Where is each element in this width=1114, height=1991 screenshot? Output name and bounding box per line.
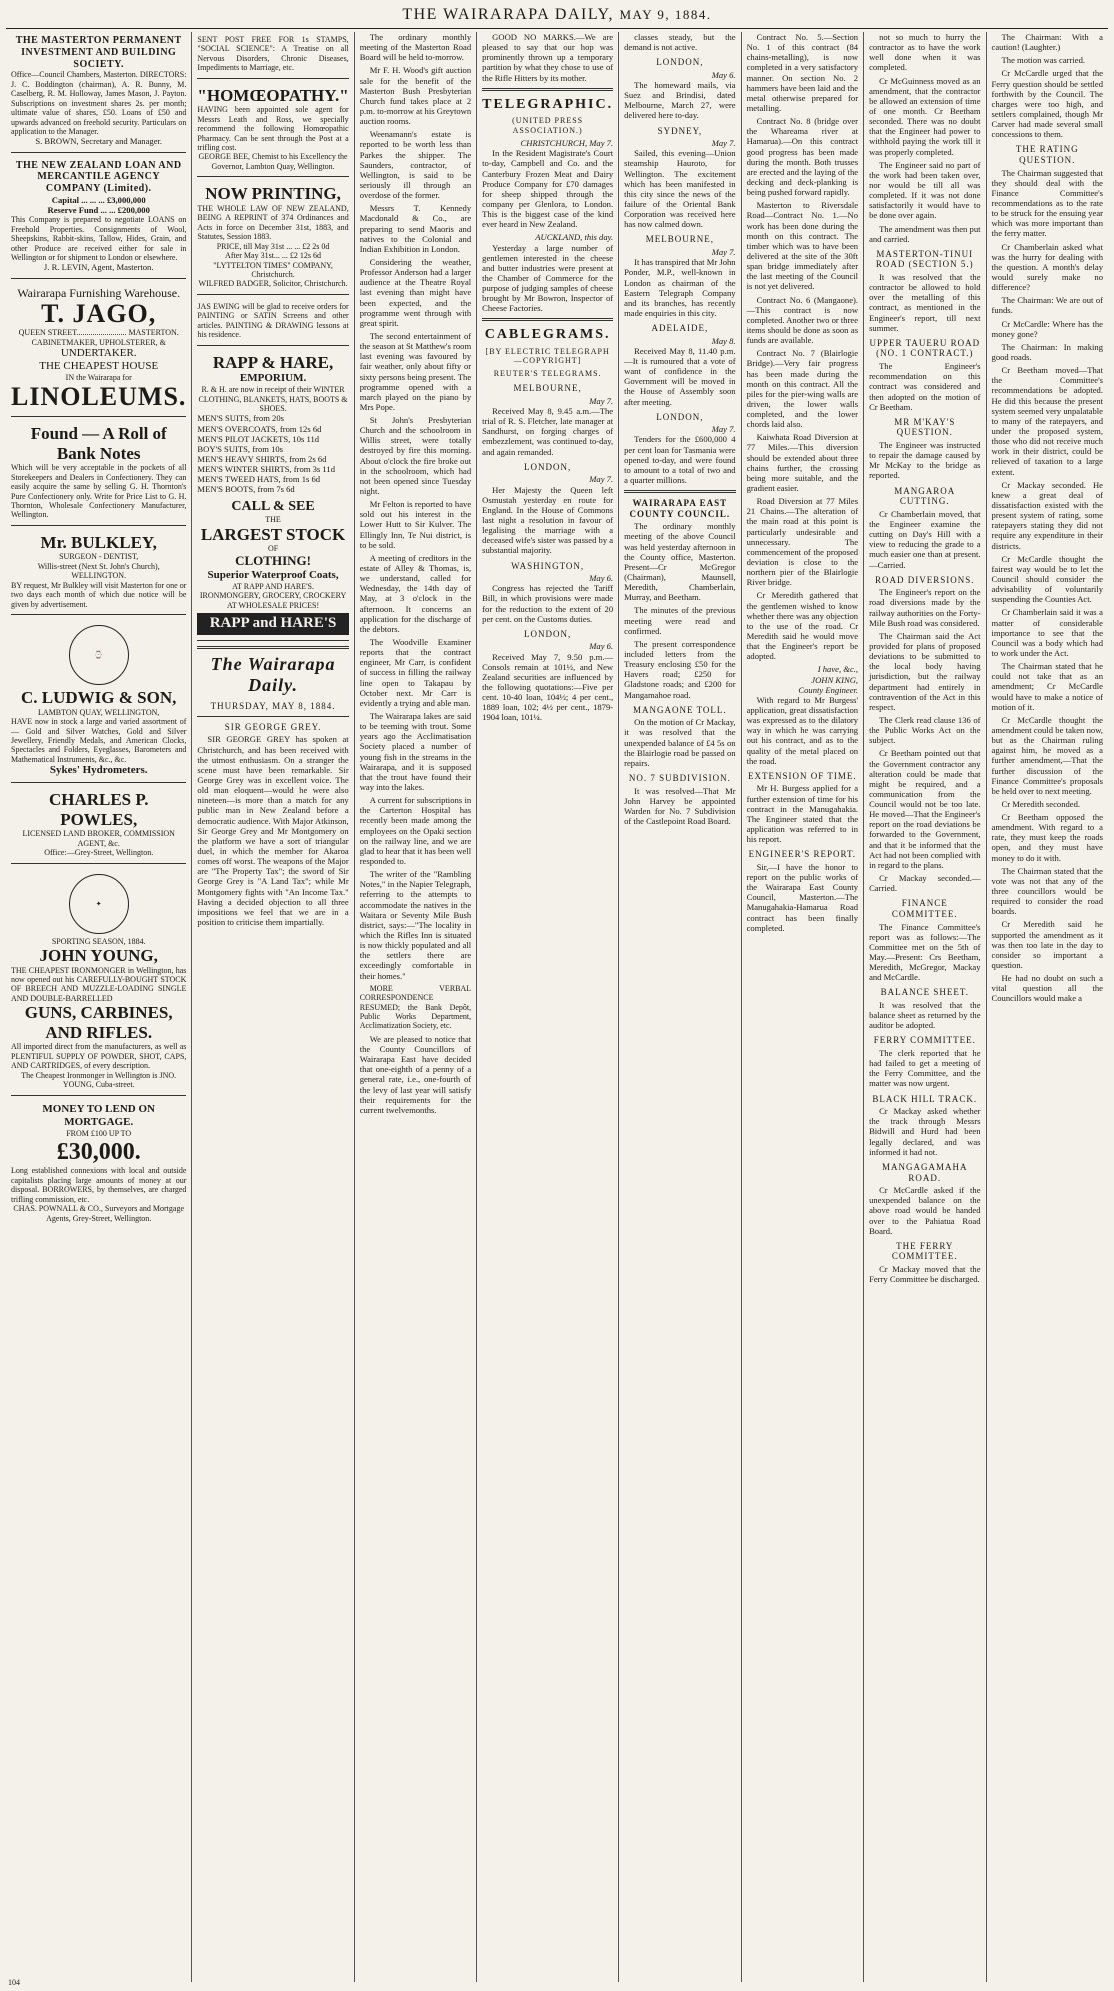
ad-rapp-hare: [197, 350, 348, 641]
council-subheading: MANGAGAMAHA ROAD.: [882, 1161, 968, 1183]
council-paragraph: Cr Mackay moved that the Ferry Committee be discharged.: [869, 1264, 981, 1285]
cable-body: Tenders for the £600,000 4 per cent loan for Tasmania were opened to-day, and were found to amount to a total of two and a quarter millions.: [624, 434, 736, 485]
column-8: [987, 32, 1108, 1982]
ad-item: MEN'S BOOTS, from 7s 6d: [197, 484, 295, 495]
ad-waterproof: Superior Waterproof Coats,: [207, 568, 339, 581]
cable-body: Congress has rejected the Tariff Bill, in which provisions were made for the reduction to the extent of 20 per cent. on the Customs duties.: [482, 583, 614, 624]
council-paragraph: The clerk reported that he had failed to get a meeting of the Ferry Committee, and the matter was now urgent.: [869, 1048, 981, 1089]
cable-body: Received May 8, 9.45 a.m.—The trial of R. S. Fletcher, late manager at Sandhurst, on forging charges of embezzlement, was continued to-day, and again remanded.: [482, 406, 614, 457]
ad-homeopathy: [197, 83, 348, 178]
council-paragraph: It was resolved—That Mr John Harvey be appointed Warden for No. 7 Subdivision of the Castlepoint Road Board.: [624, 785, 736, 827]
council-paragraph: The Engineer's recommendation on this contract was considered and then adopted on the motion of Cr Beetham.: [869, 361, 981, 412]
divider: [482, 318, 613, 321]
ad-title: THE MASTERTON PERMANENT INVESTMENT AND BUILDING SOCIETY.: [15, 35, 182, 70]
council-subheading: FERRY COMMITTEE.: [873, 1035, 976, 1046]
council-paragraph: Cr McCardle urged that the Ferry question should be settled forthwith by the Council. The charges were too high, and settlers complained, though Mr Carver had made several small concessions to them.: [991, 68, 1103, 140]
council-subheading: MASTERTON-TINUI ROAD (SECTION 5.): [875, 248, 974, 270]
council-subheading: THE RATING QUESTION.: [1015, 144, 1079, 166]
section-heading-council: WAIRARAPA EAST COUNTY COUNCIL.: [629, 498, 731, 519]
ad-agent: Sykes' Hydrometers.: [49, 764, 148, 777]
report-signoff: JOHN KING,: [811, 674, 859, 685]
report-paragraph: Contract No. 7 (Blairlogie Bridge).—Very fair progress has been made during the month on this contract. All the piles for the pier-wing walls are driven, the lower walls completed, and the lower chords laid also.: [746, 348, 859, 430]
column-5: [619, 32, 741, 1982]
masthead-title: THE WAIRARAPA DAILY,: [402, 6, 614, 23]
council-paragraph: The ordinary monthly meeting of the above Council was held yesterday afternoon in the County office, Masterton. Present—Cr McGregor (Chairman), Maunsell, Meredith, Chamberlain, Murray, and Beetham.: [624, 521, 736, 603]
council-paragraph: The Chairman: In making good roads.: [991, 341, 1103, 363]
ad-now-printing: [197, 181, 348, 294]
column-1: [6, 32, 192, 1982]
ad-loan-agency: [11, 157, 186, 279]
ad-thornton: [11, 421, 186, 526]
news-paragraph: The Wairarapa lakes are said to be teeming with trout. Some years ago the Acclimatisation Society placed a number of young fish in the streams in the Wairarapa, and it is supposed that the trout have found their way into the lakes.: [359, 711, 472, 792]
report-paragraph: Kaiwhata Road Diversion at 77 Miles.—This diversion should be extended about three chains further, the crossing being more suitable, and the gradient easier.: [746, 432, 859, 494]
council-subheading: ROAD DIVERSIONS.: [875, 574, 975, 585]
cable-place: SYDNEY,: [657, 125, 703, 136]
ad-title: C. LUDWIG & SON,: [21, 688, 177, 708]
watch-seal-icon: ⌚: [69, 625, 129, 685]
council-paragraph: Cr McCardle asked if the unexpended balance on the above road would be handed over to the Pahiatua Road Board.: [869, 1185, 981, 1236]
report-paragraph: Contract No. 6 (Mangaone).—This contract is now completed. Another two or three items should be done as soon as funds are available.: [746, 294, 859, 346]
council-paragraph: The Engineer's report on the road diversions made by the railway authorities on the Forty-Mile Bush road was considered.: [869, 587, 981, 628]
news-paragraph: Messrs T. Kennedy Macdonald & Co., are preparing to send Maoris and natives to the Colonial and Indian Exhibition in London.: [359, 203, 472, 254]
council-paragraph: He had no doubt on such a vital question all the Councillors would make a: [991, 973, 1103, 1004]
ad-item: BOY'S SUITS, from 10s: [197, 443, 284, 454]
council-paragraph: Cr Meredith said he supported the amendment as it was then too late in the day to consider so important a question.: [991, 919, 1103, 971]
dateline: CHRISTCHURCH, May 7.: [520, 138, 614, 149]
ad-body: Office—Council Chambers, Masterton. DIRECTORS: J. C. Boddington (chairman), A. R. Bunny, M. Caselberg, R. M. Holloway, James Mason, J. Payton. Subscriptions on investment shares 2s. per month; ultimate value of shares, £50. Loans of £50 and upwards advanced on freehold security. Particulars on application to the Manager.: [11, 70, 187, 137]
paper-title: The Wairarapa Daily.: [210, 653, 336, 696]
ad-address: Office:—Grey-Street, Wellington.: [44, 848, 154, 858]
story-heading: SIR GEORGE GREY.: [224, 721, 322, 732]
ad-bulkley: [11, 530, 186, 615]
cable-date: May 6.: [589, 573, 614, 584]
ad-title: Mr. BULKLEY,: [40, 532, 157, 552]
council-paragraph: The amendment was then put and carried.: [869, 223, 981, 244]
ad-item: MEN'S HEAVY SHIRTS, from 2s 6d: [197, 453, 327, 464]
council-paragraph: Cr Mackay seconded.—Carried.: [869, 873, 981, 894]
ad-signature: S. BROWN, Secretary and Manager.: [35, 136, 163, 147]
ad-body: THE WHOLE LAW OF NEW ZEALAND, BEING A REPRINT of 374 Ordinances and Acts in force on December 31st, 1883, and Statutes, Session 1883.: [197, 203, 349, 242]
cable-place: LONDON,: [524, 461, 572, 472]
cable-body: Sailed, this evening—Union steamship Hauroto, for Wellington. The excitement which has been manifested in this city since the news of the failure of the Oriental Bank Corporation was received here has now calmed down.: [624, 148, 736, 230]
ad-largest: LARGEST STOCK: [200, 524, 346, 544]
ad-line: CABINETMAKER, UPHOLSTERER, &: [31, 337, 166, 347]
ad-title: NOW PRINTING,: [205, 184, 341, 204]
ad-item: MEN'S SUITS, from 20s: [197, 413, 284, 424]
council-paragraph: On the motion of Cr Mackay, it was resolved that the unexpended balance of £4 5s on the Blairlogie road be passed on repairs.: [624, 717, 736, 768]
ad-signature: GEORGE BEE, Chemist to his Excellency the Governor, Lambton Quay, Wellington.: [198, 152, 348, 171]
ad-title: MONEY TO LEND ON MORTGAGE.: [42, 1102, 155, 1128]
ad-order: "LYTTELTON TIMES" COMPANY, Christchurch.: [213, 260, 333, 279]
ad-powles: [11, 787, 186, 863]
ad-body: JAS EWING will be glad to receive orders for PAINTING or SATIN Screens and other articles. PAINTING & DRAWING lessons at his residence.: [197, 301, 349, 340]
report-paragraph: Masterton to Riversdale Road—Contract No. 1.—No work has been done during the month on this contract. The timber which was to have been delivered at the site of the 30ft span bridge immediately after the last meeting of the Council is not yet delivered.: [746, 200, 859, 292]
ad-ewing: [197, 299, 348, 346]
news-paragraph: The ordinary monthly meeting of the Masterton Road Board will be held to-morrow.: [359, 32, 472, 63]
report-paragraph: Cr Meredith gathered that the gentlemen wished to know whether there was any objection to the use of the road. Cr Meredith said he would move that the Engineer's report be adopted.: [746, 590, 859, 662]
ad-line: UNDERTAKER.: [60, 347, 137, 360]
news-paragraph: We are pleased to notice that the County Councillors of Wairarapa East have decided that one-eighth of a penny of a general rate, i.e., one-fourth of the levy of last year will satisfy their requirements for the current twelvemonths.: [359, 1033, 472, 1115]
news-paragraph: The second entertainment of the season at St Matthew's room last evening was favoured by fair weather, only about fifty or sixty persons being present. The programme opened with a march played on the piano by Mrs Pope.: [359, 330, 472, 412]
report-subheading: EXTENSION OF TIME.: [748, 770, 857, 781]
ad-ludwig: [11, 619, 186, 783]
telegram-body: Yesterday a large number of gentlemen interested in the cheese and butter industries were present at the Chamber of Commerce for the purpose of judging samples of cheese brought by Mr Bowron, Inspector of Cheese Factories.: [482, 242, 614, 314]
ad-address: LAMBTON QUAY, WELLINGTON,: [38, 707, 160, 717]
ad-line: IN the Wairarapa for: [65, 373, 132, 383]
council-paragraph: Cr Beetham opposed the amendment. With regard to a rate, they must keep the roads open, and they must have money to do it with.: [991, 812, 1103, 863]
council-paragraph: The Chairman stated that the vote was not that any of the three councillors would be required to consider the road boards.: [991, 865, 1103, 917]
ad-item: MEN'S PILOT JACKETS, 10s 11d: [197, 433, 320, 444]
ad-item: MEN'S WINTER SHIRTS, from 3s 11d: [197, 464, 336, 475]
council-subheading: BLACK HILL TRACK.: [872, 1093, 978, 1104]
report-subheading: ENGINEER'S REPORT.: [748, 849, 857, 860]
council-paragraph: The Engineer was instructed to repair the damage caused by Mr McKay to the bridge as reported.: [869, 440, 981, 481]
report-signoff: I have, &c.,: [817, 664, 859, 675]
ad-signature: The Cheapest Ironmonger in Wellington is JNO. YOUNG, Cuba-street.: [21, 1070, 177, 1090]
cable-place: LONDON,: [656, 411, 704, 422]
telegram-body: In the Resident Magistrate's Court to-day, Campbell and Co. and the Canterbury Frozen Meat and Dairy Produce Company for £70 damages for sheep shipped through the company per Glenlora, to London. This is the biggest case of the kind ever heard in New Zealand.: [482, 148, 614, 230]
ad-signature: RAPP and HARE'S: [197, 613, 348, 635]
masthead-rule: [6, 28, 1108, 29]
ad-money-to-lend: [11, 1100, 186, 1228]
cable-place: WASHINGTON,: [511, 560, 585, 571]
council-subheading: MANGAROA CUTTING.: [894, 485, 956, 507]
council-subheading: THE FERRY COMMITTEE.: [891, 1240, 958, 1262]
ad-line: THE CHEAPEST HOUSE: [39, 360, 159, 373]
council-subheading: UPPER TAUERU ROAD (NO. 1 CONTRACT.): [869, 337, 981, 359]
cable-date: May 8.: [711, 335, 736, 346]
council-paragraph: The present correspondence included letters from the Treasury enclosing £50 for the Havers road; £250 for Gladstone roads; and £200 for Mangamahoe road.: [624, 638, 736, 700]
council-paragraph: Cr McCardle: Where has the money gone?: [991, 318, 1103, 339]
ad-jago: [11, 283, 186, 418]
ad-the: THE: [265, 515, 281, 525]
ad-building-society: [11, 32, 186, 153]
ad-address: Willis-street (Next St. John's Church), WELLINGTON.: [37, 561, 160, 581]
council-paragraph: The Engineer said no part of the work had been taken over, nor would be till all was completed. If it was not done satisfactorily it would have to be done over again.: [869, 159, 981, 221]
council-paragraph: The Chairman stated that he could not take that as an amendment; Cr McCardle would have to make a notice of motion of it.: [991, 661, 1103, 712]
ad-body: HAVE now in stock a large and varied assortment of— Gold and Silver Watches, Gold and Silver Jewellery, Friendly Medals, and American Clocks, Spectacles and Folders, Eyeglasses, Barometers and Mathematical Instruments, &c., &c.: [11, 717, 187, 764]
council-paragraph: Cr Mackay seconded. He knew a great deal of dissatisfaction existed with the present system of rating, some ratepayers stating they did not require any expenditure in their districts.: [991, 479, 1103, 551]
council-paragraph: Cr Meredith seconded.: [1001, 798, 1081, 809]
council-paragraph: Cr Chamberlain moved, that the Engineer examine the cutting on Day's Hill with a view to reducing the grade to a much easier one than at present.—Carried.: [869, 508, 981, 570]
ad-price-2: After May 31st... ... £2 12s 6d: [225, 251, 322, 261]
ad-price-1: PRICE, till May 31st ... ... £2 2s 0d: [216, 241, 330, 251]
ad-title: Wairarapa Furnishing Warehouse.: [17, 285, 181, 300]
ad-item: MEN'S OVERCOATS, from 12s 6d: [197, 423, 322, 434]
ad-item: MEN'S TWEED HATS, from 1s 6d: [197, 474, 321, 485]
ad-name: T. JAGO,: [41, 298, 157, 328]
divider: [197, 716, 348, 717]
ad-body: R. & H. are now in receipt of their WINTER CLOTHING, BLANKETS, HATS, BOOTS & SHOES.: [198, 385, 348, 413]
cable-body: Received May 7, 9.50 p.m.—Consols remain at 101½, and New Zealand securities are influenced by the following quotations:—Five per cent. 10-40 loan, 104½; 4 per cent., 1889 loan, 102; 4½ per cent., 1879-1904 loan, 101¼.: [482, 651, 614, 723]
report-paragraph: Mr H. Burgess applied for a further extension of time for his contract in the Manugahakia. The Engineer stated that the application was referred to in his report.: [746, 783, 859, 845]
news-paragraph: A current for subscriptions in the Carterton Hospital has recently been made among the employees on the Opaki section on the railway line, and we are glad to hear that it has been well responded to.: [359, 795, 472, 866]
news-paragraph: The Woodville Examiner reports that the contract engineer, Mr Carr, is confident of success in filling the railway line open to Takapau by October next. Mr Carr is evidently a trying and able man.: [359, 637, 472, 708]
council-subheading: MR M'KAY'S QUESTION.: [894, 416, 956, 438]
ad-season: SPORTING SEASON, 1884.: [51, 936, 146, 946]
gun-emblem-icon: ✦: [69, 874, 129, 934]
divider: [482, 88, 613, 91]
ad-body: Which will be very acceptable in the pockets of all Storekeepers and Dealers in Confectionery. They can easily acquire the same by selling G. H. Thornton's Pure Confectionery only. Write for Price List to G. H. Thornton, Wholesale Confectionery Manufacturer, Wellington.: [11, 463, 187, 520]
cable-place: MELBOURNE,: [513, 383, 582, 394]
ad-title: "HOMŒOPATHY.": [197, 85, 349, 105]
ad-ironmongery: IRONMONGERY, GROCERY, CROCKERY AT WHOLESALE PRICES!: [199, 591, 347, 610]
ad-body: This Company is prepared to negotiate LOANS on Freehold Properties. Consignments of Wool, Sheepskins, Rabbit-skins, Tallow, Hides, Grain, and other Produce are received either for sale in Wellington or for shipment to London or elsewhere.: [11, 215, 187, 263]
council-subheading: MANGAONE TOLL.: [633, 704, 727, 715]
news-paragraph: MORE VERBAL CORRESPONDENCE RESUMED; the Bank Depôt, Public Works Department, Acclimatization Society, etc.: [359, 983, 472, 1031]
column-6: [742, 32, 864, 1982]
council-paragraph: Cr Beetham moved—That the Committee's recommendations be adopted. He did this because the present system seemed very unpalatable to many of the ratepayers, and under the proposed system, those who did not receive much work in their district, could be relieved of taxation to a large extent.: [991, 365, 1103, 477]
ad-title: THE NEW ZEALAND LOAN AND MERCANTILE AGENCY COMPANY (Limited).: [15, 159, 182, 195]
cable-body: The homeward mails, via Suez and Brindisi, dated Melbourne, March 27, were delivered here to-day.: [624, 80, 736, 121]
cable-date: May 7.: [711, 138, 736, 149]
council-paragraph: It was resolved that the contractor be allowed to hold over the metalling of this contract, as mentioned in the Engineer's report, till next summer.: [869, 272, 981, 333]
cable-body: Her Majesty the Queen left Osmustah yesterday en route for England. In the House of Commons last night a resolution in favour of legalising the marriage with a deceased wife's sister was passed by a substantial majority.: [482, 484, 614, 556]
council-paragraph: The minutes of the previous meeting were read and confirmed.: [624, 605, 736, 636]
council-paragraph: Cr Mackay asked whether the track through Messrs Bidwill and Hurd had been legally declared, and was informed it had not.: [869, 1106, 981, 1157]
ad-body: Long established connexions with local and outside capitalists placing large amounts of money at our disposal. BORROWERS, by themselves, are charged trifling commission, etc.: [11, 1166, 187, 1204]
council-paragraph: not so much to hurry the contractor as to have the work well done when it was completed.: [869, 32, 981, 73]
section-subheading: (UNITED PRESS ASSOCIATION.): [512, 116, 584, 135]
council-subheading: FINANCE COMMITTEE.: [891, 898, 958, 919]
council-subheading: BALANCE SHEET.: [880, 987, 969, 998]
section-heading-telegraphic: TELEGRAPHIC.: [482, 96, 614, 112]
ad-body-2: All imported direct from the manufacturers, as well as PLENTIFUL SUPPLY OF POWDER, SHOT, CAPS, AND CARTRIDGES, of every description.: [11, 1042, 187, 1071]
report-signoff: County Engineer.: [798, 684, 859, 695]
ad-reserve: Reserve Fund ... ... £200,000: [47, 205, 150, 216]
ad-call: CALL & SEE: [231, 498, 315, 514]
council-paragraph: The Finance Committee's report was as follows:—The Committee met on the 5th of May.—Present: Crs Beetham, Meredith, McGregor, Mackay and McCardle.: [869, 921, 981, 983]
report-paragraph: Contract No. 8 (bridge over the Whareama river at Hamarua).—On this contract good progress has been made during the month. Both trusses are erected and the laying of the decking and deck-planking is being pushed forward rapidly.: [746, 116, 859, 198]
ad-body: HAVING been appointed sole agent for Messrs Leath and Ross, we specially recommend the following Homœopathic Pharmacy. Can be sent through the Post at a trifling cost.: [197, 105, 349, 153]
ad-line: QUEEN STREET......................... MASTERTON.: [18, 328, 179, 338]
news-paragraph: Weenamann's estate is reported to be worth less than Parkes the shipper. The Saunders, contractor, of Wellington, is said to be seriously ill through an overdose of the former.: [359, 129, 472, 201]
cable-place: MELBOURNE,: [645, 234, 714, 245]
column-2: [192, 32, 354, 1982]
ad-signature: J. R. LEVIN, Agent, Masterton.: [43, 262, 154, 273]
ad-title: JOHN YOUNG,: [39, 946, 158, 966]
ad-body: SENT POST FREE FOR 1s STAMPS, "SOCIAL SCIENCE": A Treatise on all Nervous Disorders, Chronic Diseases, Impediments to Marriage, etc.: [197, 35, 349, 73]
section-subheading: [BY ELECTRIC TELEGRAPH—COPYRIGHT]: [485, 347, 610, 366]
masthead: [0, 0, 1114, 28]
council-paragraph: It was resolved that the balance sheet as returned by the auditor be adopted.: [869, 1000, 981, 1031]
page-number: 104: [8, 1977, 20, 1987]
news-paragraph: Mr F. H. Wood's gift auction sale for the benefit of the Masterton Bush Presbyterian Church fund takes place at 2 p.m. to-morrow at his Greytown auction rooms.: [359, 65, 472, 127]
council-paragraph: The Chairman: We are out of funds.: [991, 295, 1103, 316]
council-paragraph: The motion was carried.: [1001, 55, 1086, 66]
report-paragraph: Road Diversion at 77 Miles 21 Chains.—The alteration of the main road at this point is particularly undesirable and unnecessary. The commencement of the proposed deviation is close to the northern pier of the Blairlogie River bridge.: [746, 496, 859, 588]
news-paragraph: The writer of the "Rambling Notes," in the Napier Telegraph, referring to the attempts to accommodate the natives in the Waitara or Seventy Mile Bush district, says:—"The locality in which the Rifles Inn is situated is now thickly populated and all the settlers there are exceedingly comfortable in their homes.": [359, 869, 472, 981]
story-body: SIR GEORGE GREY has spoken at Christchurch, and has been received with the utmost enthusiasm. On a stranger the scene must have been remarkable. Sir George Grey was in excellent voice. The old man eloquent—would he were also nineteen—is more than a match for any public man in New Zealand before a democratic audience. With Major Atkinson, Sir George Grey and Mr Montgomery on the platform we have a sort of triangular duel, in which the member for Akaroa comes off worst. The weapons of the Major are "The Property Tax"; the sword of Sir George Grey is "A Land Tax"; while Mr Montgomery fights with "An Income Tax." Having a decided objection to all three impositions we feel that we are in a position to criticise them impartially.: [197, 734, 349, 927]
council-paragraph: Cr Beetham pointed out that the Government contractor any alteration could be made that might be required, and a communication from the Council would not be too late. He moved—That the Engineer's report on the road deviations be forwarded to the Government, and that it be informed that the Act had not been complied with in regard to the plans.: [869, 748, 981, 870]
council-paragraph: Cr McCardle thought the fairest way would be to let the Council should consider the advisability of voluntarily suspending the Counties Act.: [991, 553, 1103, 605]
council-paragraph: The Chairman suggested that they should deal with the Finance Committee's recommendations as to the rate to be struck for the ensuing year which was more important than the ferry matter.: [991, 167, 1103, 239]
ad-body: BY request, Mr Bulkley will visit Masterton for one or two days each month of which due notice will be given by advertisement.: [11, 580, 187, 609]
column-4: [477, 32, 619, 1982]
news-paragraph: Mr Felton is reported to have sold out his interest in the Lower Hutt to Sir Kulver. The Ellingly Inn, Te Nui district, is to be sold.: [359, 499, 472, 550]
cable-place: LONDON,: [524, 628, 572, 639]
report-paragraph: Sir,—I have the honor to report on the public works of the Wairarapa East County Council, Masterton.—The Manugahakia-Hamarua Road contract has been finally completed.: [746, 861, 859, 933]
section-subheading: REUTER'S TELEGRAMS.: [493, 368, 602, 378]
news-paragraph: Considering the weather, Professor Anderson had a larger audience at the Theatre Royal last evening than might have been expected, and the programme went through with great spirit.: [359, 256, 472, 328]
ad-title: CHARLES P. POWLES,: [48, 790, 149, 829]
page-columns: [6, 32, 1108, 1982]
ad-from: FROM £100 UP TO: [66, 1128, 132, 1138]
ad-clothing: CLOTHING!: [235, 553, 311, 569]
cable-place: ADELAIDE,: [651, 323, 709, 334]
council-paragraph: Cr Chamberlain said it was a matter of considerable importance to see that the Council was a body which had to work under the Act.: [991, 607, 1103, 658]
ad-at: AT RAPP AND HARE'S.: [232, 581, 314, 591]
council-paragraph: Cr McGuinness moved as an amendment, that the contractor be allowed an extension of time of one month. Cr Beetham seconded. There was no doubt that the Engineer had power to withhold paying the work till it was properly completed.: [869, 75, 981, 157]
cable-date: May 6.: [711, 69, 736, 80]
ad-social-science: [197, 32, 348, 79]
ad-body: THE CHEAPEST IRONMONGER in Wellington, has now opened out his CAREFULLY-BOUGHT STOCK OF BREECH AND MUZZLE-LOADING SINGLE AND DOUBLE-BARRELLED: [11, 965, 187, 1003]
cable-date: May 7.: [711, 424, 736, 435]
cable-body: It has transpired that Mr John Ponder, M.P., well-known in London as chairman of the Eastern Telegraph Company and its branches, has recently made enquiries in this city.: [624, 257, 736, 318]
news-paragraph: A meeting of creditors in the estate of Alley & Thomas, is, we understand, called for Wednesday, the 14th day of May, at 3 o'clock in the afternoon. It concerns an application for the discharge of the debtors.: [359, 552, 472, 634]
council-paragraph: Cr McCardle thought the amendment could be taken now, but as the Chairman ruling against him, he moved as a further amendment,—That the further discussion of the Finance Committee's proposals be held over to next meeting.: [991, 714, 1103, 796]
divider: [624, 490, 735, 493]
ad-signature: WILFRED BADGER, Solicitor, Christchurch.: [198, 279, 348, 289]
dateline: AUCKLAND, this day.: [535, 232, 614, 243]
news-paragraph: GOOD NO MARKS.—We are pleased to say that our hop was prominently thrown up a temporary partition by what they chose to use of the Rifle Hitters by its mother.: [482, 32, 614, 83]
ad-title: Found — A Roll of Bank Notes: [30, 424, 167, 463]
news-paragraph: classes steady, but the demand is not active.: [624, 32, 736, 53]
ad-sub: LICENSED LAND BROKER, COMMISSION AGENT, &c.: [22, 829, 175, 848]
ad-big-guns: GUNS, CARBINES, AND RIFLES.: [24, 1003, 173, 1042]
section-heading-cablegrams: CABLEGRAMS.: [484, 327, 611, 343]
council-paragraph: Cr Chamberlain asked what was the hurry for dealing with the question. A month's delay would surely make no difference?: [991, 241, 1103, 293]
news-paragraph: St John's Presbyterian Church and the schoolroom in Willis street, were totally destroyed by fire this morning. About o'clock the fire broke out in the schoolroom, which had not been opened since Tuesday night.: [359, 415, 472, 497]
paper-date: THURSDAY, MAY 8, 1884.: [210, 701, 336, 712]
ad-signature: CHAS. POWNALL & CO., Surveyors and Mortgage Agents, Grey-Street, Wellington.: [13, 1204, 184, 1223]
council-paragraph: The Chairman: With a caution! (Laughter.): [991, 32, 1103, 53]
cable-date: May 7.: [589, 474, 614, 485]
cable-body: Received May 8, 11.40 p.m.—It is rumoured that a vote of want of confidence in the Government will be moved in the House of Assembly soon after meeting.: [624, 345, 736, 407]
cable-date: May 6.: [589, 641, 614, 652]
council-subheading: NO. 7 SUBDIVISION.: [628, 773, 731, 784]
divider: [197, 646, 348, 649]
report-paragraph: Contract No. 5.—Section No. 1 of this contract (84 chains-metalling), is now completed in a very satisfactory manner. On section No. 2 hammers have been laid and the metal otherwise prepared for metalling.: [746, 32, 859, 113]
ad-amount: £30,000.: [56, 1139, 141, 1166]
masthead-date: MAY 9, 1884.: [619, 7, 712, 22]
column-3: [355, 32, 477, 1982]
cable-date: May 7.: [711, 247, 736, 258]
ad-of: OF: [267, 544, 279, 554]
column-7: [864, 32, 986, 1982]
cable-place: LONDON,: [656, 57, 704, 68]
ad-john-young: [11, 868, 186, 1096]
ad-sub: EMPORIUM.: [239, 372, 307, 385]
council-paragraph: The Chairman said the Act provided for plans of proposed deviations to be submitted to the local body having jurisdiction, but the railway department had entirely in contravention of the Act in this respect.: [869, 630, 981, 712]
ad-big-linoleum: LINOLEUMS.: [11, 381, 187, 411]
ad-capital: Capital ... ... ... £3,000,000: [51, 194, 146, 205]
ad-title: RAPP & HARE,: [212, 352, 334, 372]
report-paragraph: With regard to Mr Burgess' application, great dissatisfaction was expressed as to the dilatory way in which he was carrying out his contract, and as to the quality of the metal placed on the road.: [746, 694, 859, 766]
ad-sub: SURGEON - DENTIST,: [59, 552, 139, 562]
council-paragraph: The Clerk read clause 136 of the Public Works Act on the subject.: [869, 714, 981, 746]
cable-date: May 7.: [589, 395, 614, 406]
